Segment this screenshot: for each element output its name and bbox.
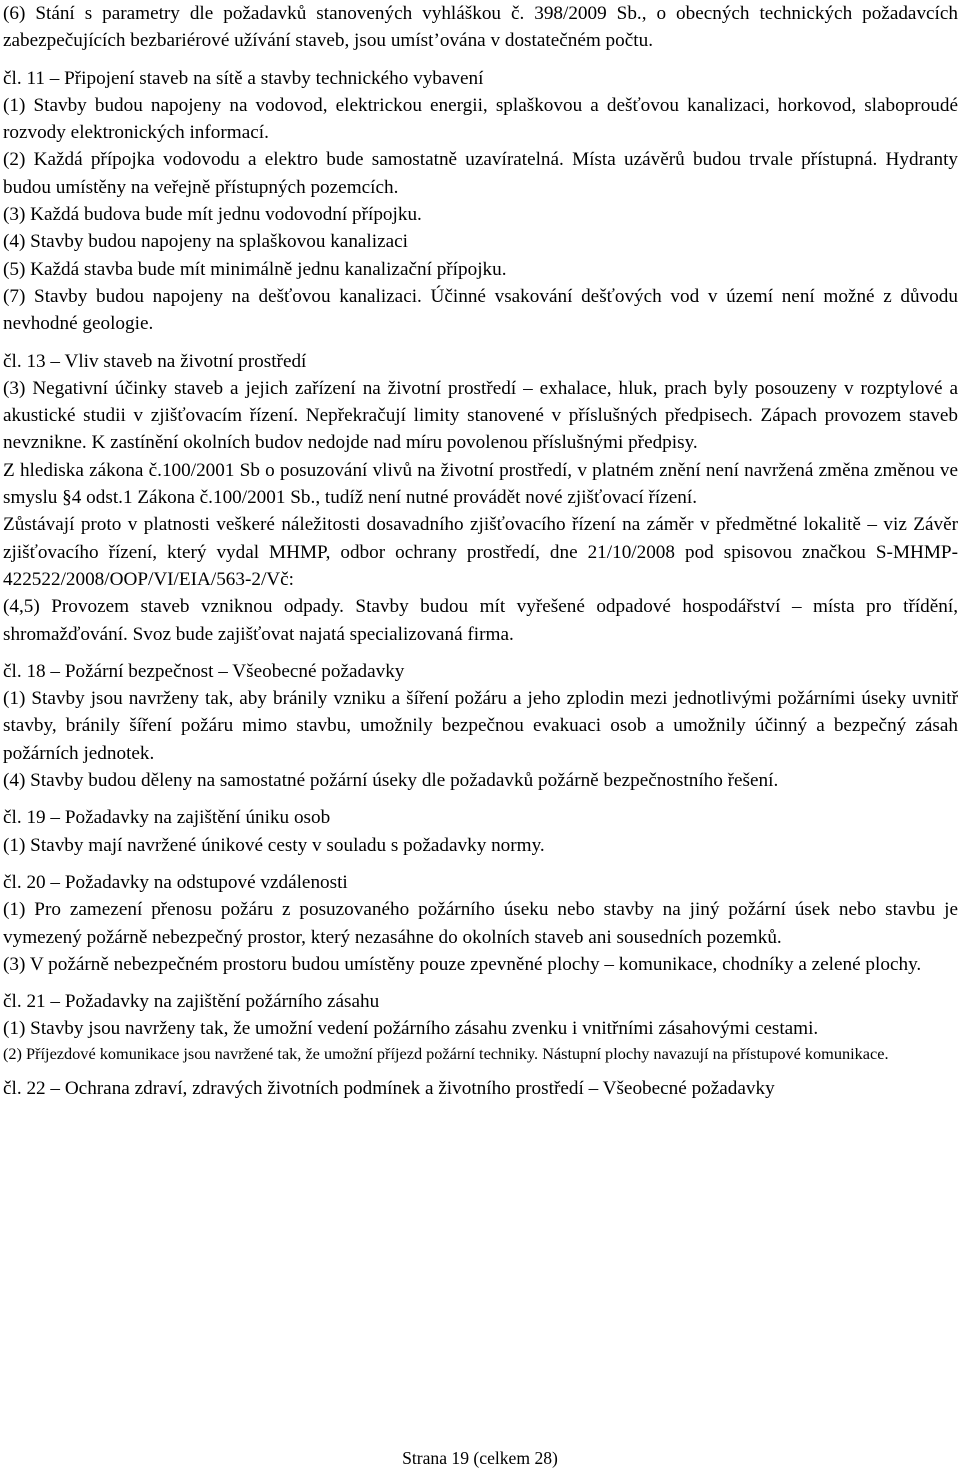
section-heading: čl. 21 – Požadavky na zajištění požárního zásahu — [3, 991, 380, 1013]
paragraph: (1) Pro zamezení přenosu požáru z posuzovaného požárního úseku nebo stavby na jiný požární úsek nebo stavbu je vymezený požárně nebezpečný prostor, který nezasáhne do okolních staveb ani sousedních pozemků. — [3, 899, 958, 948]
paragraph: (2) Každá přípojka vodovodu a elektro bude samostatně uzavíratelná. Místa uzávěrů budou trvale přístupná. Hydranty budou umístěny na veřejně přístupných pozemcích. — [3, 149, 958, 198]
paragraph-spacer — [3, 794, 958, 804]
paragraph: Z hlediska zákona č.100/2001 Sb o posuzování vlivů na životní prostředí, v platném znění není navržená změna změnou ve smyslu §4 odst.1 Zákona č.100/2001 Sb., tudíž není nutné provádět nové zjišťovací řízení. — [3, 459, 958, 509]
paragraph: (1) Stavby jsou navrženy tak, že umožní vedení požárního zásahu zvenku i vnitřními zásahovými cestami. — [3, 1018, 819, 1040]
paragraph: (4,5) Provozem staveb vzniknou odpady. Stavby budou mít vyřešené odpadové hospodářství – místa pro třídění, shromažďování. Svoz bude zajišťovat najatá specializovaná firma. — [3, 596, 958, 645]
paragraph-spacer — [3, 648, 958, 658]
paragraph: (6) Stání s parametry dle požadavků stanovených vyhláškou č. 398/2009 Sb., o obecných technických požadavcích zabezpečujících bezbariérové užívání staveb, jsou umístʼována v dostatečném počtu. — [3, 3, 958, 52]
paragraph: (4) Stavby budou napojeny na splaškovou kanalizaci — [3, 231, 408, 253]
paragraph: (4) Stavby budou děleny na samostatné požární úseky dle požadavků požárně bezpečnostního řešení. — [3, 770, 779, 792]
paragraph-small: (2) Příjezdové komunikace jsou navržené tak, že umožní příjezd požární techniky. Nástupní plochy navazují na přístupové komunikace. — [3, 1043, 889, 1063]
paragraph: (7) Stavby budou napojeny na dešťovou kanalizaci. Účinné vsakování dešťových vod v území není možné z důvodu nevhodné geologie. — [3, 285, 958, 335]
paragraph: (1) Stavby jsou navrženy tak, aby bránily vzniku a šíření požáru a jeho zplodin mezi jednotlivými požárními úseky uvnitř stavby, bránily šíření požáru mimo stavbu, umožnily bezpečnou evakuaci osob a umožnily účinný a bezpečný zásah požárních jednotek. — [3, 688, 958, 764]
paragraph: (3) Negativní účinky staveb a jejich zařízení na životní prostředí – exhalace, hluk, prach byly posouzeny v rozptylové a akustické studii v zjišťovacím řízení. Nepřekračují limity stanovené v příslušných předpisech. Zápach provozem staveb nevznikne. K zastínění okolních budov nedojde nad míru povolenou příslušnými předpisy. — [3, 377, 958, 454]
section-heading: čl. 13 – Vliv staveb na životní prostředí — [3, 350, 307, 372]
paragraph-spacer — [3, 338, 958, 348]
section-heading: čl. 18 – Požární bezpečnost – Všeobecné požadavky — [3, 660, 405, 682]
paragraph-spacer — [3, 978, 958, 988]
paragraph-spacer — [3, 859, 958, 869]
paragraph: (3) Každá budova bude mít jednu vodovodní přípojku. — [3, 204, 422, 226]
paragraph: (3) V požárně nebezpečném prostoru budou umístěny pouze zpevněné plochy – komunikace, chodníky a zelené plochy. — [3, 953, 922, 975]
page-footer: Strana 19 (celkem 28) — [402, 1448, 558, 1468]
paragraph: Zůstávají proto v platnosti veškeré náležitosti dosavadního zjišťovacího řízení na záměr v předmětné lokalitě – viz Závěr zjišťovacího řízení, který vydal MHMP, odbor ochrany prostředí, dne 21/10/2008 pod spisovou značkou S-MHMP-422522/2008/OOP/VI/EIA/563-2/Vč: — [3, 514, 958, 590]
section-heading: čl. 19 – Požadavky na zajištění úniku osob — [3, 807, 331, 829]
paragraph: (5) Každá stavba bude mít minimálně jednu kanalizační přípojku. — [3, 258, 507, 280]
paragraph-spacer — [3, 1065, 958, 1075]
section-heading: čl. 11 – Připojení staveb na sítě a stavby technického vybavení — [3, 67, 484, 89]
paragraph: (1) Stavby budou napojeny na vodovod, elektrickou energii, splaškovou a dešťovou kanalizaci, horkovod, slaboproudé rozvody elektronických informací. — [3, 94, 958, 144]
document-body — [3, 0, 958, 1102]
paragraph: (1) Stavby mají navržené únikové cesty v souladu s požadavky normy. — [3, 834, 545, 856]
paragraph-spacer — [3, 55, 958, 65]
paragraph: čl. 22 – Ochrana zdraví, zdravých životních podmínek a životního prostředí – Všeobecné požadavky — [3, 1077, 775, 1099]
section-heading: čl. 20 – Požadavky na odstupové vzdálenosti — [3, 871, 348, 893]
document-page — [3, 0, 958, 1102]
